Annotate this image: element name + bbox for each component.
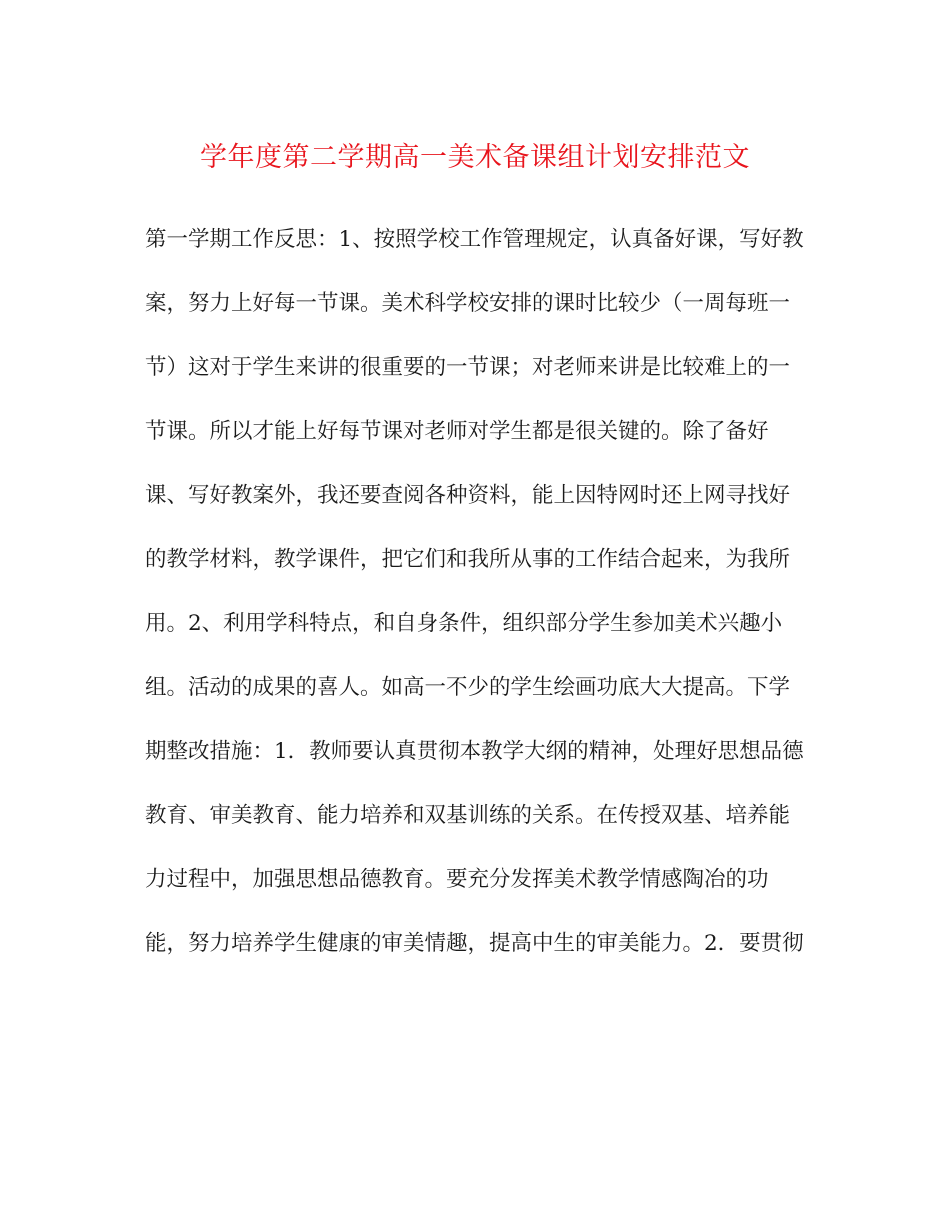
body-line-11: 力过程中，加强思想品德教育。要充分发挥美术教学情感陶冶的功 — [145, 867, 769, 892]
body-line-10: 教育、审美教育、能力培养和双基训练的关系。在传授双基、培养能 — [145, 803, 791, 828]
body-line-6: 的教学材料，教学课件，把它们和我所从事的工作结合起来，为我所 — [145, 547, 791, 572]
body-line-1: 第一学期工作反思：1、按照学校工作管理规定，认真备好课，写好教 — [145, 227, 804, 252]
body-line-7: 用。2、利用学科特点，和自身条件，组织部分学生参加美术兴趣小 — [145, 611, 783, 636]
body-line-4: 节课。所以才能上好每节课对老师对学生都是很关键的。除了备好 — [145, 419, 769, 444]
body-line-5: 课、写好教案外，我还要查阅各种资料，能上因特网时还上网寻找好 — [145, 483, 791, 508]
document-title: 学年度第二学期高一美术备课组计划安排范文 — [200, 142, 750, 173]
body-line-2: 案，努力上好每一节课。美术科学校安排的课时比较少（一周每班一 — [145, 291, 791, 316]
body-line-8: 组。活动的成果的喜人。如高一不少的学生绘画功底大大提高。下学 — [145, 675, 791, 700]
body-line-9: 期整改措施：1．教师要认真贯彻本教学大纲的精神，处理好思想品德 — [145, 739, 804, 764]
body-line-3: 节）这对于学生来讲的很重要的一节课；对老师来讲是比较难上的一 — [145, 355, 791, 380]
document-body — [145, 220, 815, 988]
body-line-12: 能，努力培养学生健康的审美情趣，提高中生的审美能力。2．要贯彻 — [145, 931, 804, 956]
